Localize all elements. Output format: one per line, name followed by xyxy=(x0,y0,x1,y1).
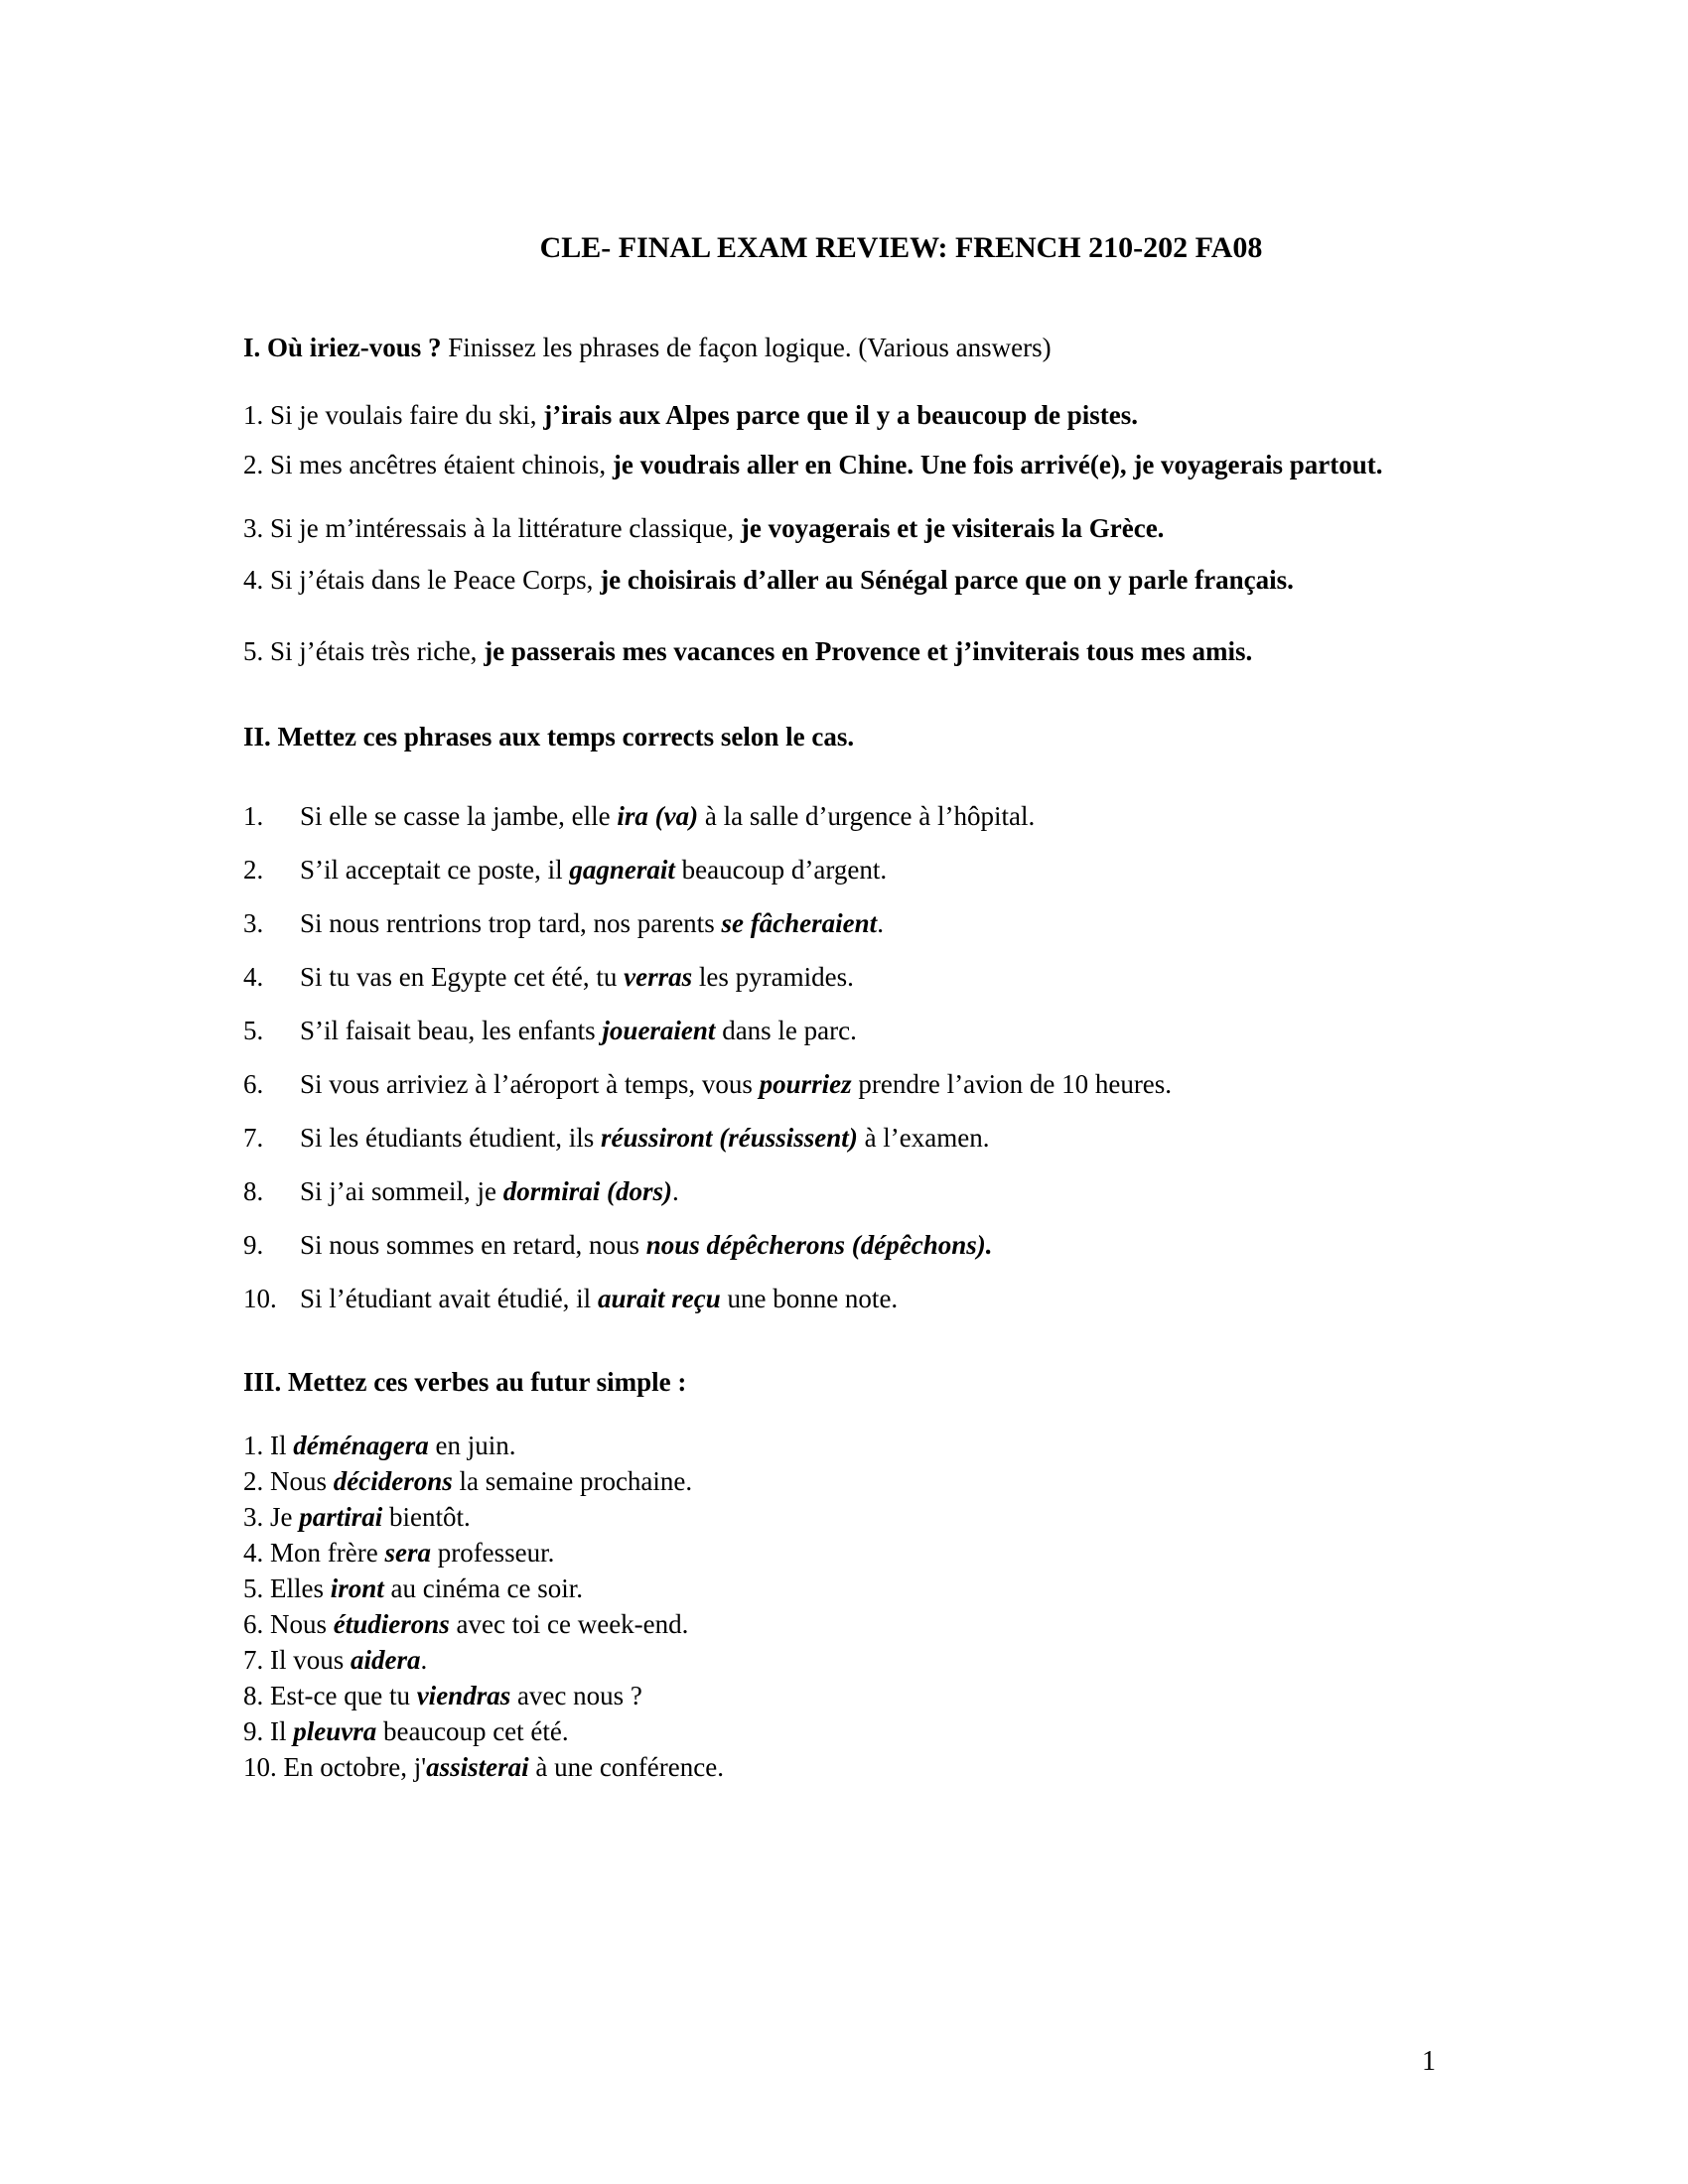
item-text xyxy=(300,850,1559,889)
item-verb: déménagera xyxy=(293,1431,429,1460)
item-post: . xyxy=(672,1176,679,1206)
section-ii-item-1 xyxy=(243,796,1559,836)
item-post: bientôt. xyxy=(382,1502,471,1532)
item-number: 5. xyxy=(243,1016,264,1045)
item-text xyxy=(300,1064,1559,1104)
item-verb: ira (va) xyxy=(617,801,699,831)
section-iii-item-5 xyxy=(243,1570,1559,1606)
item-lead: 2. Si mes ancêtres étaient chinois, xyxy=(243,450,613,479)
item-lead: 5. Si j’étais très riche, xyxy=(243,636,485,666)
section-ii-item-6 xyxy=(243,1064,1559,1104)
item-answer: je choisirais d’aller au Sénégal parce que on y parle français. xyxy=(600,565,1294,595)
item-answer: je passerais mes vacances en Provence et j’inviterais tous mes amis. xyxy=(484,636,1253,666)
page-number: 1 xyxy=(1422,2046,1436,2077)
section-ii-item-7 xyxy=(243,1118,1559,1158)
item-pre: 3. Je xyxy=(243,1502,300,1532)
section-ii-item-2 xyxy=(243,850,1559,889)
item-text xyxy=(300,957,1559,997)
section-ii-item-4 xyxy=(243,957,1559,997)
item-post: . xyxy=(877,908,884,938)
item-number: 1. xyxy=(243,801,264,831)
item-verb: joueraient xyxy=(602,1016,716,1045)
item-verb: pleuvra xyxy=(293,1716,377,1746)
section-i-item-2 xyxy=(243,445,1559,484)
item-number: 9. xyxy=(243,1230,264,1260)
item-verb: sera xyxy=(384,1538,431,1568)
item-post: professeur. xyxy=(430,1538,555,1568)
section-i-heading-rest: Finissez les phrases de façon logique. (Various answers) xyxy=(441,333,1052,362)
item-text xyxy=(300,1225,1559,1265)
item-verb: se fâcheraient xyxy=(721,908,878,938)
section-iii-item-4 xyxy=(243,1535,1559,1570)
section-i-item-5 xyxy=(243,631,1559,671)
item-post: en juin. xyxy=(428,1431,516,1460)
item-number: 6. xyxy=(243,1069,264,1099)
item-number: 2. xyxy=(243,855,264,885)
page-title: CLE- FINAL EXAM REVIEW: FRENCH 210-202 FA08 xyxy=(539,231,1263,264)
item-verb: verras xyxy=(624,962,693,992)
item-verb: gagnerait xyxy=(569,855,675,885)
item-post: prendre l’avion de 10 heures. xyxy=(851,1069,1173,1099)
section-iii-item-3 xyxy=(243,1499,1559,1535)
item-post: les pyramides. xyxy=(692,962,854,992)
section-iii-item-7 xyxy=(243,1642,1559,1678)
item-pre: S’il faisait beau, les enfants xyxy=(300,1016,603,1045)
section-ii-item-8 xyxy=(243,1171,1559,1211)
section-iii-item-2 xyxy=(243,1463,1559,1499)
item-lead: 4. Si j’étais dans le Peace Corps, xyxy=(243,565,601,595)
section-i-heading xyxy=(243,328,1559,367)
item-text xyxy=(300,1011,1559,1050)
item-text xyxy=(300,1171,1559,1211)
item-pre: Si tu vas en Egypte cet été, tu xyxy=(300,962,625,992)
item-number: 7. xyxy=(243,1123,264,1153)
item-post: . xyxy=(420,1645,428,1675)
item-verb: aidera xyxy=(351,1645,421,1675)
item-pre: 8. Est-ce que tu xyxy=(243,1681,417,1710)
item-pre: Si l’étudiant avait étudié, il xyxy=(300,1284,598,1313)
item-text xyxy=(300,903,1559,943)
item-pre: 6. Nous xyxy=(243,1609,334,1639)
item-post: beaucoup cet été. xyxy=(376,1716,569,1746)
item-text xyxy=(300,796,1559,836)
item-number: 3. xyxy=(243,908,264,938)
item-pre: Si j’ai sommeil, je xyxy=(300,1176,503,1206)
item-post: beaucoup d’argent. xyxy=(674,855,888,885)
item-post: dans le parc. xyxy=(715,1016,857,1045)
item-verb: déciderons xyxy=(333,1466,453,1496)
item-pre: Si elle se casse la jambe, elle xyxy=(300,801,618,831)
item-pre: 9. Il xyxy=(243,1716,294,1746)
item-pre: Si les étudiants étudient, ils xyxy=(300,1123,601,1153)
section-ii-heading: II. Mettez ces phrases aux temps corrects selon le cas. xyxy=(243,722,855,751)
section-i-item-3 xyxy=(243,508,1559,548)
section-iii-item-10 xyxy=(243,1749,1559,1785)
item-verb: dormirai (dors) xyxy=(502,1176,673,1206)
item-verb: nous dépêcherons (dépêchons). xyxy=(645,1230,993,1260)
item-post: la semaine prochaine. xyxy=(452,1466,693,1496)
item-answer: j’irais aux Alpes parce que il y a beaucoup de pistes. xyxy=(543,400,1139,430)
item-pre: Si nous rentrions trop tard, nos parents xyxy=(300,908,722,938)
section-ii-item-9 xyxy=(243,1225,1559,1265)
item-post: une bonne note. xyxy=(720,1284,899,1313)
item-pre: S’il acceptait ce poste, il xyxy=(300,855,570,885)
item-answer: je voyagerais et je visiterais la Grèce. xyxy=(740,513,1165,543)
item-post: au cinéma ce soir. xyxy=(383,1573,583,1603)
item-verb: étudierons xyxy=(333,1609,450,1639)
section-i-heading-bold: I. Où iriez-vous ? xyxy=(243,333,442,362)
section-i-item-1 xyxy=(243,395,1559,435)
item-pre: 4. Mon frère xyxy=(243,1538,385,1568)
section-ii-item-10 xyxy=(243,1279,1559,1318)
section-i-item-4 xyxy=(243,560,1559,600)
item-verb: viendras xyxy=(416,1681,511,1710)
item-post: avec nous ? xyxy=(510,1681,642,1710)
item-pre: Si vous arriviez à l’aéroport à temps, vous xyxy=(300,1069,760,1099)
item-post: avec toi ce week-end. xyxy=(449,1609,689,1639)
item-pre: 2. Nous xyxy=(243,1466,334,1496)
section-iii-item-6 xyxy=(243,1606,1559,1642)
item-post: à la salle d’urgence à l’hôpital. xyxy=(698,801,1036,831)
item-pre: 10. En octobre, j' xyxy=(243,1752,427,1782)
section-iii-heading: III. Mettez ces verbes au futur simple : xyxy=(243,1367,687,1397)
item-number: 8. xyxy=(243,1176,264,1206)
item-post: à l’examen. xyxy=(857,1123,990,1153)
item-verb: réussiront (réussissent) xyxy=(600,1123,858,1153)
item-pre: Si nous sommes en retard, nous xyxy=(300,1230,646,1260)
item-verb: aurait reçu xyxy=(597,1284,721,1313)
item-pre: 1. Il xyxy=(243,1431,294,1460)
item-number: 10. xyxy=(243,1284,277,1313)
item-verb: pourriez xyxy=(759,1069,852,1099)
section-ii-item-3 xyxy=(243,903,1559,943)
section-iii-item-1 xyxy=(243,1428,1559,1463)
section-iii-item-8 xyxy=(243,1678,1559,1713)
item-lead: 3. Si je m’intéressais à la littérature classique, xyxy=(243,513,741,543)
item-lead: 1. Si je voulais faire du ski, xyxy=(243,400,544,430)
item-text xyxy=(300,1118,1559,1158)
section-ii-item-5 xyxy=(243,1011,1559,1050)
item-number: 4. xyxy=(243,962,264,992)
item-verb: partirai xyxy=(299,1502,383,1532)
item-answer: je voudrais aller en Chine. Une fois arrivé(e), je voyagerais partout. xyxy=(612,450,1383,479)
item-text xyxy=(300,1279,1559,1318)
item-pre: 5. Elles xyxy=(243,1573,331,1603)
item-verb: assisterai xyxy=(426,1752,529,1782)
item-verb: iront xyxy=(330,1573,384,1603)
item-pre: 7. Il vous xyxy=(243,1645,351,1675)
section-iii-item-9 xyxy=(243,1713,1559,1749)
item-post: à une conférence. xyxy=(528,1752,724,1782)
